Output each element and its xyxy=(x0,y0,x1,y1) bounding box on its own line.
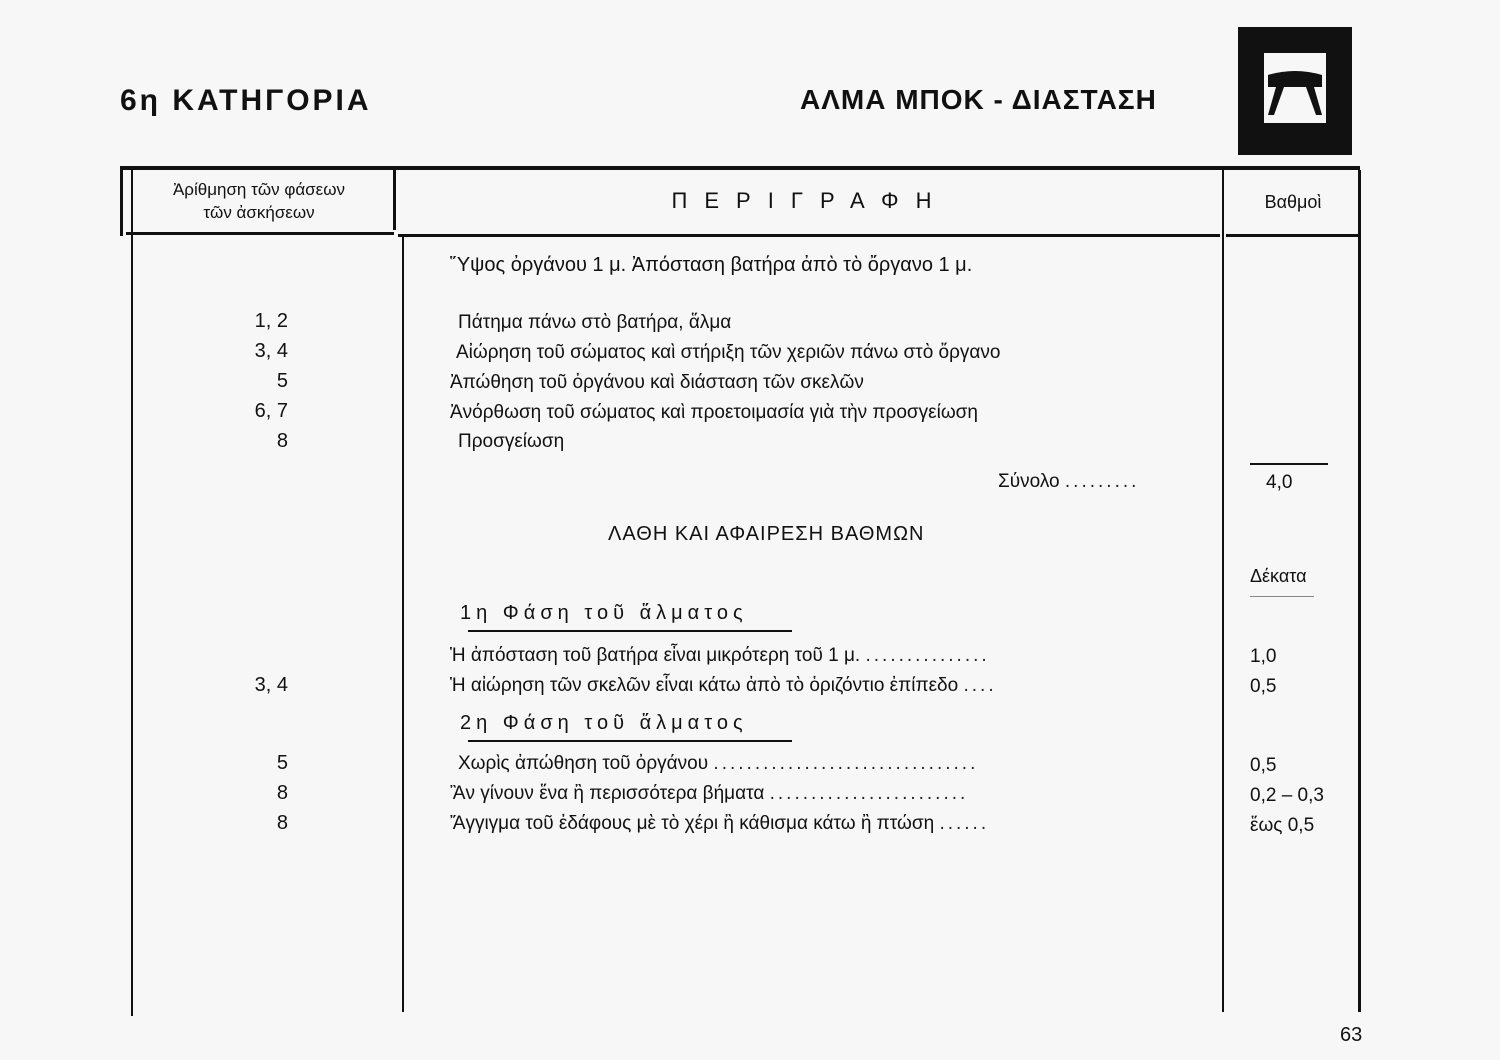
total-label: Σύνολο xyxy=(998,471,1060,492)
col-header-description: ΠΕΡΙΓΡΑΦΗ xyxy=(671,188,949,213)
error-deduction: 0,5 xyxy=(1250,755,1277,776)
table-top-border xyxy=(120,166,1360,170)
error-phase-number: 8 xyxy=(276,782,288,804)
apparatus-title: ΑΛΜΑ ΜΠΟΚ - ΔΙΑΣΤΑΣΗ xyxy=(800,84,1157,115)
phase-number: 3, 4 xyxy=(254,340,288,362)
table-left-rule xyxy=(131,170,133,1016)
total-rule xyxy=(1250,463,1328,465)
error-phase-number: 8 xyxy=(276,812,288,834)
phase-number: 5 xyxy=(276,370,288,392)
col-divider-2 xyxy=(1222,170,1224,1012)
phase-number: 8 xyxy=(276,430,288,452)
page-number: 63 xyxy=(1340,1024,1363,1046)
total-row xyxy=(998,471,1139,493)
phase-description: Πάτημα πάνω στὸ βατήρα, ἅλμα xyxy=(458,312,732,333)
error-description: Ἡ ἀπόσταση τοῦ βατήρα εἶναι μικρότερη τοῦ 1 μ. xyxy=(450,645,861,666)
phase-description: Αἰώρηση τοῦ σώματος καὶ στήριξη τῶν χεριῶν πάνω στὸ ὄργανο xyxy=(456,342,1001,363)
error-dots: ................................ xyxy=(713,753,979,774)
error-deduction: 1,0 xyxy=(1250,646,1277,667)
errors-title: ΛΑΘΗ ΚΑΙ ΑΦΑΙΡΕΣΗ ΒΑΘΜΩΝ xyxy=(608,523,925,545)
error-deduction: 0,5 xyxy=(1250,676,1277,697)
category-title: 6η ΚΑΤΗΓΟΡΙΑ xyxy=(120,84,372,117)
col-header-phase-numbering: Ἀρίθμηση τῶν φάσεων τῶν ἀσκήσεων xyxy=(172,180,346,222)
error-row xyxy=(458,753,978,775)
error-row xyxy=(450,783,968,805)
phase-1-underline xyxy=(468,630,792,632)
error-dots: ........................ xyxy=(769,783,969,804)
error-description: Ἄγγιγμα τοῦ ἐδάφους μὲ τὸ χέρι ἢ κάθισμα κάτω ἢ πτώση xyxy=(450,813,935,834)
header-underline-3 xyxy=(1226,234,1358,237)
error-phase-number: 5 xyxy=(276,752,288,774)
col-divider-1-top xyxy=(393,170,396,230)
total-value: 4,0 xyxy=(1266,472,1293,493)
error-dots: .... xyxy=(963,675,997,696)
phase-description: Ἀπώθηση τοῦ ὀργάνου καὶ διάσταση τῶν σκελῶν xyxy=(450,372,864,393)
error-description: Χωρὶς ἀπώθηση τοῦ ὀργάνου xyxy=(458,753,709,774)
error-deduction: 0,2 – 0,3 xyxy=(1250,785,1324,806)
header-underline-2 xyxy=(398,234,1220,237)
phase-number: 1, 2 xyxy=(254,310,288,332)
phase-1-heading: 1η Φάση τοῦ ἅλματος xyxy=(460,602,748,624)
header-underline-1 xyxy=(126,232,394,235)
tenths-label: Δέκατα xyxy=(1250,566,1307,586)
phase-description: Ἀνόρθωση τοῦ σώματος καὶ προετοιμασία γιὰ τὴν προσγείωση xyxy=(450,402,978,423)
col-divider-1 xyxy=(402,236,404,1012)
apparatus-specs: Ὕψος ὀργάνου 1 μ. Ἀπόσταση βατήρα ἀπὸ τὸ ὄργανο 1 μ. xyxy=(450,254,973,276)
col-header-points: Βαθμοὶ xyxy=(1264,192,1322,212)
table-right-border xyxy=(1358,170,1361,1012)
phase-number: 6, 7 xyxy=(254,400,288,422)
error-phase-number: 3, 4 xyxy=(254,674,288,696)
error-dots: ...... xyxy=(939,813,990,834)
error-description: Ἡ αἰώρηση τῶν σκελῶν εἶναι κάτω ἀπὸ τὸ ὁριζόντιο ἐπίπεδο xyxy=(450,675,959,696)
error-description: Ἂν γίνουν ἕνα ἢ περισσότερα βήματα xyxy=(450,783,765,804)
error-deduction: ἕως 0,5 xyxy=(1250,815,1315,836)
tenths-rule xyxy=(1250,596,1314,597)
vaulting-box-icon xyxy=(1238,27,1352,155)
error-row xyxy=(450,675,997,697)
error-dots: ............... xyxy=(865,645,990,666)
total-dots: ......... xyxy=(1064,471,1140,492)
table-left-border xyxy=(120,166,123,236)
error-row xyxy=(450,645,990,667)
error-row xyxy=(450,813,989,835)
phase-2-underline xyxy=(468,740,792,742)
phase-description: Προσγείωση xyxy=(458,431,565,452)
phase-2-heading: 2η Φάση τοῦ ἅλματος xyxy=(460,712,748,734)
